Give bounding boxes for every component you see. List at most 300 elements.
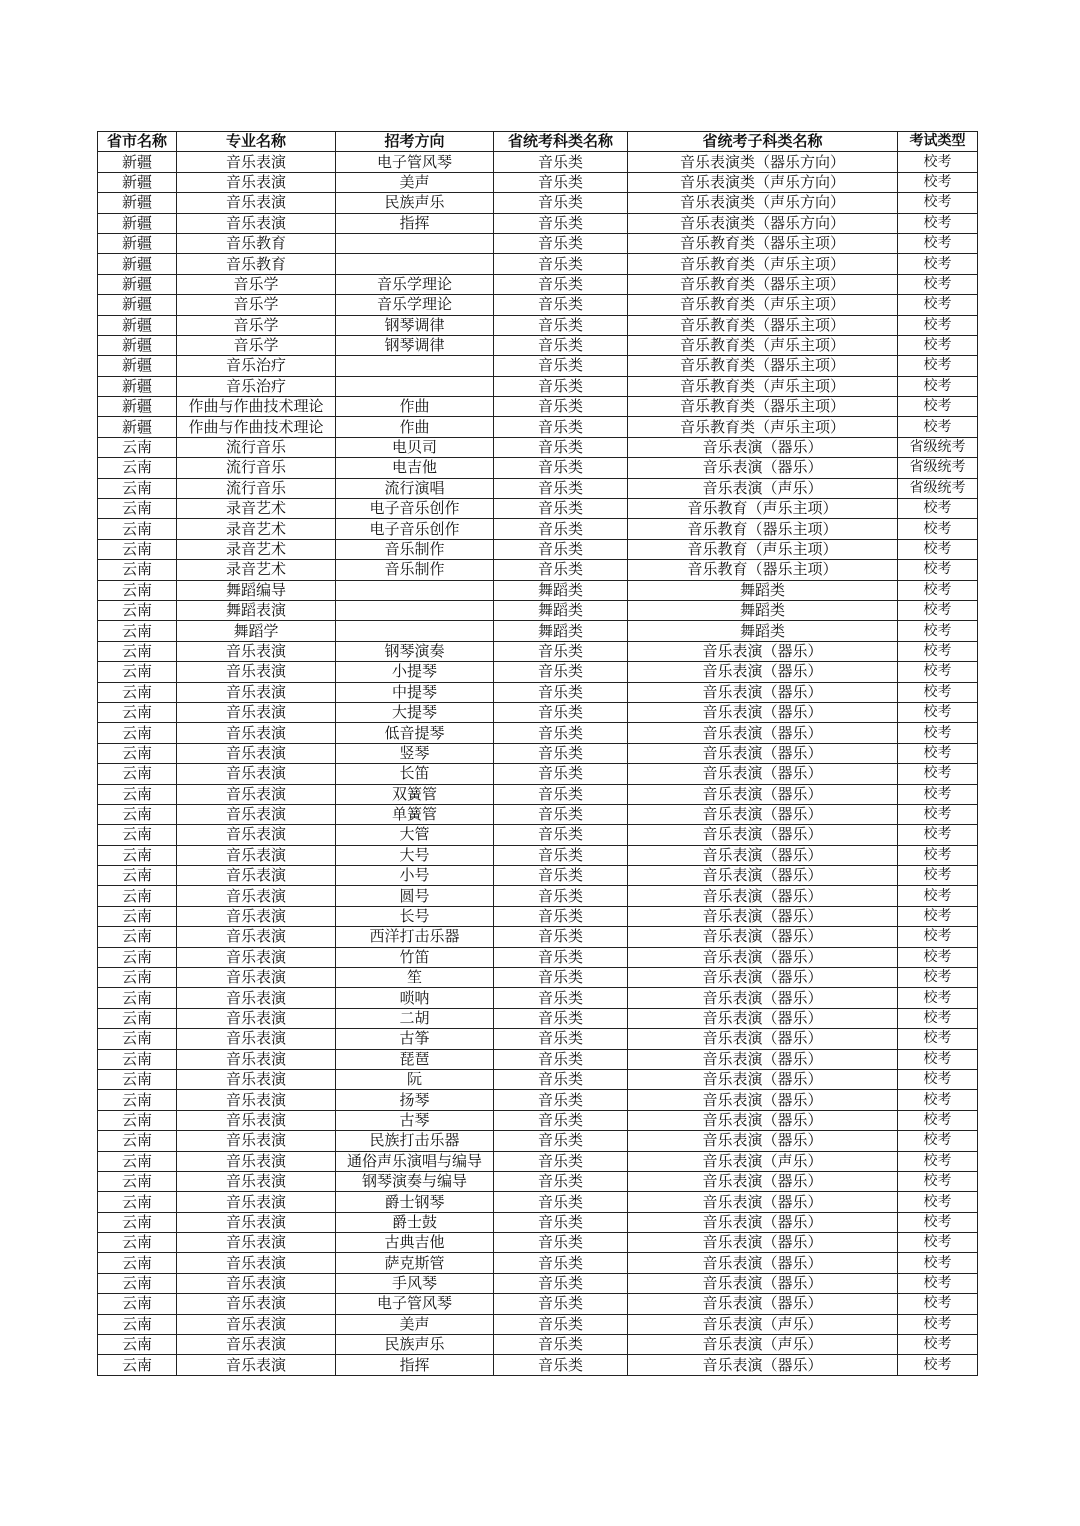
cell-direction: 电吉他: [336, 458, 494, 478]
cell-direction: 电子音乐创作: [336, 499, 494, 519]
cell-direction: 钢琴演奏: [336, 641, 494, 661]
cell-province: 云南: [98, 1008, 177, 1028]
cell-exam-category: 音乐类: [494, 1192, 628, 1212]
cell-exam-type: 校考: [898, 519, 978, 539]
cell-exam-subcategory: 音乐教育类（声乐主项）: [628, 376, 898, 396]
cell-direction: 电贝司: [336, 437, 494, 457]
table-row: [98, 152, 978, 172]
table-row: [98, 295, 978, 315]
table-row: [98, 927, 978, 947]
table-row: [98, 600, 978, 620]
cell-major: 作曲与作曲技术理论: [177, 397, 336, 417]
cell-direction: 西洋打击乐器: [336, 927, 494, 947]
table-row: [98, 193, 978, 213]
cell-exam-subcategory: 舞蹈类: [628, 580, 898, 600]
cell-province: 云南: [98, 1151, 177, 1171]
header-province: 省市名称: [98, 132, 177, 152]
cell-major: 音乐表演: [177, 784, 336, 804]
cell-exam-category: 音乐类: [494, 478, 628, 498]
cell-exam-subcategory: 音乐表演（器乐）: [628, 784, 898, 804]
cell-exam-category: 音乐类: [494, 641, 628, 661]
cell-exam-type: 校考: [898, 580, 978, 600]
cell-province: 云南: [98, 784, 177, 804]
cell-exam-category: 音乐类: [494, 1335, 628, 1355]
cell-exam-subcategory: 音乐表演（器乐）: [628, 1212, 898, 1232]
header-exam-type: 考试类型: [898, 132, 978, 152]
cell-direction: [336, 233, 494, 253]
table-row: [98, 1049, 978, 1069]
cell-exam-type: 校考: [898, 376, 978, 396]
cell-major: 录音艺术: [177, 499, 336, 519]
cell-province: 云南: [98, 519, 177, 539]
cell-exam-category: 音乐类: [494, 254, 628, 274]
cell-province: 云南: [98, 702, 177, 722]
cell-major: 录音艺术: [177, 519, 336, 539]
cell-major: 音乐治疗: [177, 376, 336, 396]
table-row: [98, 1069, 978, 1089]
cell-exam-category: 音乐类: [494, 906, 628, 926]
table-row: [98, 519, 978, 539]
cell-province: 云南: [98, 1029, 177, 1049]
cell-exam-category: 音乐类: [494, 213, 628, 233]
cell-exam-subcategory: 音乐表演（器乐）: [628, 1253, 898, 1273]
table-row: [98, 1233, 978, 1253]
cell-exam-subcategory: 音乐表演（器乐）: [628, 743, 898, 763]
cell-direction: 小号: [336, 866, 494, 886]
table-row: [98, 764, 978, 784]
table-row: [98, 1029, 978, 1049]
table-row: [98, 539, 978, 559]
cell-major: 作曲与作曲技术理论: [177, 417, 336, 437]
cell-exam-category: 音乐类: [494, 274, 628, 294]
cell-direction: 扬琴: [336, 1090, 494, 1110]
cell-major: 流行音乐: [177, 458, 336, 478]
cell-exam-subcategory: 舞蹈类: [628, 600, 898, 620]
cell-direction: 竹笛: [336, 947, 494, 967]
cell-direction: 大号: [336, 845, 494, 865]
cell-exam-subcategory: 音乐表演（器乐）: [628, 1273, 898, 1293]
table-row: [98, 478, 978, 498]
cell-exam-category: 舞蹈类: [494, 621, 628, 641]
cell-exam-category: 音乐类: [494, 152, 628, 172]
header-direction: 招考方向: [336, 132, 494, 152]
cell-major: 音乐表演: [177, 743, 336, 763]
cell-direction: 小提琴: [336, 662, 494, 682]
cell-province: 新疆: [98, 315, 177, 335]
cell-exam-type: 校考: [898, 1131, 978, 1151]
cell-major: 音乐表演: [177, 1069, 336, 1089]
cell-exam-category: 音乐类: [494, 1069, 628, 1089]
cell-major: 音乐表演: [177, 1212, 336, 1232]
table-row: [98, 641, 978, 661]
cell-major: 音乐表演: [177, 1029, 336, 1049]
cell-exam-subcategory: 音乐表演（器乐）: [628, 1131, 898, 1151]
cell-exam-type: 校考: [898, 1090, 978, 1110]
cell-exam-type: 校考: [898, 356, 978, 376]
cell-direction: 大管: [336, 825, 494, 845]
table-row: [98, 1131, 978, 1151]
cell-exam-type: 校考: [898, 784, 978, 804]
cell-major: 音乐表演: [177, 1131, 336, 1151]
table-row: [98, 702, 978, 722]
cell-exam-type: 校考: [898, 600, 978, 620]
cell-exam-category: 音乐类: [494, 886, 628, 906]
header-exam-category: 省统考科类名称: [494, 132, 628, 152]
cell-exam-type: 校考: [898, 641, 978, 661]
cell-exam-type: 校考: [898, 723, 978, 743]
cell-province: 云南: [98, 560, 177, 580]
cell-exam-category: 音乐类: [494, 172, 628, 192]
cell-exam-category: 音乐类: [494, 295, 628, 315]
cell-direction: 指挥: [336, 213, 494, 233]
table-row: [98, 1335, 978, 1355]
cell-exam-category: 音乐类: [494, 947, 628, 967]
cell-exam-category: 音乐类: [494, 1171, 628, 1191]
cell-exam-subcategory: 音乐表演（器乐）: [628, 927, 898, 947]
cell-exam-type: 省级统考: [898, 437, 978, 457]
cell-direction: 萨克斯管: [336, 1253, 494, 1273]
cell-exam-category: 音乐类: [494, 804, 628, 824]
cell-exam-type: 校考: [898, 213, 978, 233]
cell-exam-type: 校考: [898, 274, 978, 294]
table-row: [98, 906, 978, 926]
cell-exam-subcategory: 音乐表演（器乐）: [628, 947, 898, 967]
table-row: [98, 804, 978, 824]
cell-direction: [336, 621, 494, 641]
cell-exam-type: 校考: [898, 621, 978, 641]
cell-exam-type: 校考: [898, 233, 978, 253]
cell-exam-subcategory: 音乐教育类（器乐主项）: [628, 397, 898, 417]
cell-major: 音乐表演: [177, 723, 336, 743]
table-row: [98, 825, 978, 845]
cell-direction: 钢琴调律: [336, 335, 494, 355]
cell-province: 云南: [98, 641, 177, 661]
cell-major: 音乐学: [177, 295, 336, 315]
cell-exam-category: 音乐类: [494, 682, 628, 702]
cell-direction: 指挥: [336, 1355, 494, 1375]
cell-exam-type: 校考: [898, 539, 978, 559]
cell-exam-type: 校考: [898, 804, 978, 824]
cell-major: 音乐表演: [177, 152, 336, 172]
cell-exam-subcategory: 音乐表演（器乐）: [628, 866, 898, 886]
cell-province: 云南: [98, 723, 177, 743]
cell-exam-type: 校考: [898, 1273, 978, 1293]
cell-exam-subcategory: 音乐表演（器乐）: [628, 1233, 898, 1253]
cell-province: 云南: [98, 437, 177, 457]
cell-direction: 笙: [336, 968, 494, 988]
cell-major: 音乐表演: [177, 1171, 336, 1191]
cell-exam-category: 音乐类: [494, 417, 628, 437]
cell-province: 新疆: [98, 213, 177, 233]
table-row: [98, 784, 978, 804]
cell-exam-category: 音乐类: [494, 743, 628, 763]
cell-exam-subcategory: 舞蹈类: [628, 621, 898, 641]
cell-province: 新疆: [98, 397, 177, 417]
cell-exam-type: 校考: [898, 172, 978, 192]
cell-exam-subcategory: 音乐表演（器乐）: [628, 845, 898, 865]
cell-direction: 古筝: [336, 1029, 494, 1049]
cell-exam-category: 音乐类: [494, 356, 628, 376]
cell-exam-category: 音乐类: [494, 1008, 628, 1028]
cell-exam-subcategory: 音乐表演（器乐）: [628, 1069, 898, 1089]
cell-exam-type: 校考: [898, 825, 978, 845]
cell-exam-category: 音乐类: [494, 662, 628, 682]
cell-exam-subcategory: 音乐教育类（器乐主项）: [628, 315, 898, 335]
cell-major: 音乐教育: [177, 233, 336, 253]
cell-major: 音乐教育: [177, 254, 336, 274]
cell-exam-type: 校考: [898, 1314, 978, 1334]
cell-direction: 钢琴调律: [336, 315, 494, 335]
cell-direction: 音乐制作: [336, 539, 494, 559]
cell-major: 音乐表演: [177, 866, 336, 886]
cell-major: 音乐表演: [177, 1110, 336, 1130]
cell-major: 音乐表演: [177, 988, 336, 1008]
cell-major: 录音艺术: [177, 560, 336, 580]
cell-exam-category: 音乐类: [494, 560, 628, 580]
cell-exam-type: 校考: [898, 560, 978, 580]
cell-exam-category: 音乐类: [494, 193, 628, 213]
cell-direction: 电子管风琴: [336, 152, 494, 172]
cell-exam-category: 音乐类: [494, 1294, 628, 1314]
table-row: [98, 376, 978, 396]
cell-province: 云南: [98, 1294, 177, 1314]
cell-exam-category: 音乐类: [494, 1273, 628, 1293]
table-row: [98, 723, 978, 743]
cell-province: 云南: [98, 1171, 177, 1191]
cell-major: 流行音乐: [177, 478, 336, 498]
cell-major: 音乐表演: [177, 1233, 336, 1253]
cell-exam-subcategory: 音乐表演（器乐）: [628, 437, 898, 457]
cell-province: 云南: [98, 1253, 177, 1273]
cell-exam-subcategory: 音乐表演（器乐）: [628, 1029, 898, 1049]
cell-major: 舞蹈表演: [177, 600, 336, 620]
cell-province: 云南: [98, 539, 177, 559]
cell-province: 云南: [98, 927, 177, 947]
cell-direction: [336, 580, 494, 600]
cell-province: 云南: [98, 1069, 177, 1089]
cell-province: 新疆: [98, 152, 177, 172]
cell-exam-category: 音乐类: [494, 1212, 628, 1232]
cell-province: 云南: [98, 804, 177, 824]
cell-major: 音乐表演: [177, 804, 336, 824]
table-header-row: [98, 132, 978, 152]
cell-exam-type: 校考: [898, 1335, 978, 1355]
cell-exam-type: 校考: [898, 1029, 978, 1049]
cell-direction: 长号: [336, 906, 494, 926]
cell-province: 云南: [98, 866, 177, 886]
cell-province: 新疆: [98, 172, 177, 192]
cell-exam-subcategory: 音乐表演（器乐）: [628, 723, 898, 743]
table-row: [98, 417, 978, 437]
cell-major: 音乐表演: [177, 825, 336, 845]
cell-exam-category: 音乐类: [494, 1233, 628, 1253]
cell-major: 流行音乐: [177, 437, 336, 457]
cell-province: 云南: [98, 906, 177, 926]
table-row: [98, 315, 978, 335]
cell-exam-category: 音乐类: [494, 376, 628, 396]
table-row: [98, 213, 978, 233]
cell-exam-category: 音乐类: [494, 1355, 628, 1375]
cell-exam-type: 校考: [898, 295, 978, 315]
cell-province: 云南: [98, 1212, 177, 1232]
cell-province: 云南: [98, 947, 177, 967]
cell-exam-category: 音乐类: [494, 519, 628, 539]
cell-exam-category: 音乐类: [494, 1110, 628, 1130]
cell-exam-category: 音乐类: [494, 723, 628, 743]
cell-exam-category: 音乐类: [494, 1049, 628, 1069]
cell-direction: 通俗声乐演唱与编导: [336, 1151, 494, 1171]
cell-exam-type: 校考: [898, 886, 978, 906]
table-row: [98, 1192, 978, 1212]
header-major: 专业名称: [177, 132, 336, 152]
cell-exam-subcategory: 音乐表演（器乐）: [628, 764, 898, 784]
cell-direction: 音乐学理论: [336, 295, 494, 315]
cell-exam-subcategory: 音乐表演（器乐）: [628, 1049, 898, 1069]
cell-province: 云南: [98, 1049, 177, 1069]
cell-exam-type: 校考: [898, 254, 978, 274]
cell-exam-type: 校考: [898, 662, 978, 682]
cell-major: 音乐表演: [177, 682, 336, 702]
cell-province: 云南: [98, 1355, 177, 1375]
cell-exam-subcategory: 音乐表演（器乐）: [628, 825, 898, 845]
cell-exam-type: 校考: [898, 968, 978, 988]
cell-exam-subcategory: 音乐教育类（声乐主项）: [628, 295, 898, 315]
cell-exam-category: 音乐类: [494, 437, 628, 457]
cell-exam-category: 音乐类: [494, 1090, 628, 1110]
cell-exam-subcategory: 音乐表演（器乐）: [628, 641, 898, 661]
cell-exam-type: 校考: [898, 906, 978, 926]
cell-direction: 美声: [336, 1314, 494, 1334]
cell-exam-subcategory: 音乐表演（器乐）: [628, 968, 898, 988]
cell-direction: 琵琶: [336, 1049, 494, 1069]
cell-exam-subcategory: 音乐表演（器乐）: [628, 906, 898, 926]
cell-province: 云南: [98, 478, 177, 498]
table-row: [98, 1151, 978, 1171]
table-row: [98, 1314, 978, 1334]
cell-province: 新疆: [98, 274, 177, 294]
table-row: [98, 580, 978, 600]
cell-major: 音乐表演: [177, 172, 336, 192]
table-row: [98, 1090, 978, 1110]
cell-major: 录音艺术: [177, 539, 336, 559]
cell-direction: 竖琴: [336, 743, 494, 763]
cell-major: 音乐表演: [177, 968, 336, 988]
cell-province: 新疆: [98, 295, 177, 315]
cell-direction: 民族声乐: [336, 1335, 494, 1355]
table-row: [98, 1212, 978, 1232]
cell-province: 新疆: [98, 193, 177, 213]
cell-exam-subcategory: 音乐表演（器乐）: [628, 702, 898, 722]
cell-exam-subcategory: 音乐表演类（器乐方向）: [628, 152, 898, 172]
cell-exam-subcategory: 音乐表演（声乐）: [628, 1314, 898, 1334]
cell-exam-subcategory: 音乐表演（器乐）: [628, 662, 898, 682]
cell-major: 舞蹈编导: [177, 580, 336, 600]
table-row: [98, 356, 978, 376]
cell-exam-category: 音乐类: [494, 315, 628, 335]
table-row: [98, 233, 978, 253]
cell-major: 音乐表演: [177, 1151, 336, 1171]
cell-exam-subcategory: 音乐教育（器乐主项）: [628, 519, 898, 539]
admissions-table: [97, 131, 978, 1376]
cell-exam-type: 校考: [898, 1171, 978, 1191]
cell-exam-type: 校考: [898, 1233, 978, 1253]
table-row: [98, 947, 978, 967]
cell-exam-type: 校考: [898, 417, 978, 437]
cell-direction: 音乐学理论: [336, 274, 494, 294]
cell-exam-subcategory: 音乐表演（器乐）: [628, 988, 898, 1008]
cell-exam-type: 校考: [898, 764, 978, 784]
cell-exam-category: 音乐类: [494, 927, 628, 947]
cell-exam-type: 校考: [898, 315, 978, 335]
table-row: [98, 1110, 978, 1130]
cell-exam-subcategory: 音乐教育（声乐主项）: [628, 539, 898, 559]
cell-major: 音乐表演: [177, 1355, 336, 1375]
cell-major: 音乐表演: [177, 1294, 336, 1314]
cell-major: 音乐表演: [177, 927, 336, 947]
cell-province: 云南: [98, 662, 177, 682]
cell-province: 云南: [98, 764, 177, 784]
table-row: [98, 397, 978, 417]
cell-exam-type: 校考: [898, 1253, 978, 1273]
cell-exam-type: 校考: [898, 702, 978, 722]
cell-exam-type: 校考: [898, 1049, 978, 1069]
cell-province: 云南: [98, 743, 177, 763]
cell-exam-subcategory: 音乐表演（器乐）: [628, 1355, 898, 1375]
cell-major: 音乐表演: [177, 1049, 336, 1069]
cell-exam-type: 校考: [898, 988, 978, 1008]
cell-major: 音乐表演: [177, 1314, 336, 1334]
cell-province: 新疆: [98, 376, 177, 396]
cell-direction: 唢呐: [336, 988, 494, 1008]
cell-exam-category: 音乐类: [494, 397, 628, 417]
cell-exam-subcategory: 音乐教育类（声乐主项）: [628, 254, 898, 274]
cell-major: 音乐学: [177, 274, 336, 294]
cell-direction: 民族声乐: [336, 193, 494, 213]
cell-exam-category: 音乐类: [494, 1131, 628, 1151]
cell-exam-type: 校考: [898, 1110, 978, 1130]
cell-direction: 古典吉他: [336, 1233, 494, 1253]
cell-direction: 圆号: [336, 886, 494, 906]
cell-direction: 双簧管: [336, 784, 494, 804]
cell-exam-subcategory: 音乐表演类（声乐方向）: [628, 193, 898, 213]
cell-exam-category: 音乐类: [494, 866, 628, 886]
table-row: [98, 621, 978, 641]
cell-exam-category: 音乐类: [494, 335, 628, 355]
cell-direction: 电子管风琴: [336, 1294, 494, 1314]
cell-exam-subcategory: 音乐教育类（器乐主项）: [628, 356, 898, 376]
cell-province: 云南: [98, 1131, 177, 1151]
cell-major: 音乐表演: [177, 1090, 336, 1110]
cell-exam-type: 校考: [898, 1008, 978, 1028]
cell-exam-subcategory: 音乐表演类（器乐方向）: [628, 213, 898, 233]
cell-exam-subcategory: 音乐表演（器乐）: [628, 804, 898, 824]
cell-province: 云南: [98, 682, 177, 702]
cell-province: 云南: [98, 499, 177, 519]
cell-direction: 流行演唱: [336, 478, 494, 498]
table-row: [98, 1171, 978, 1191]
cell-exam-type: 省级统考: [898, 458, 978, 478]
table-row: [98, 743, 978, 763]
cell-province: 云南: [98, 1335, 177, 1355]
cell-direction: 大提琴: [336, 702, 494, 722]
cell-province: 新疆: [98, 254, 177, 274]
cell-direction: 阮: [336, 1069, 494, 1089]
cell-exam-subcategory: 音乐教育类（声乐主项）: [628, 417, 898, 437]
table-row: [98, 988, 978, 1008]
cell-exam-type: 校考: [898, 1294, 978, 1314]
cell-exam-category: 音乐类: [494, 988, 628, 1008]
cell-direction: [336, 600, 494, 620]
